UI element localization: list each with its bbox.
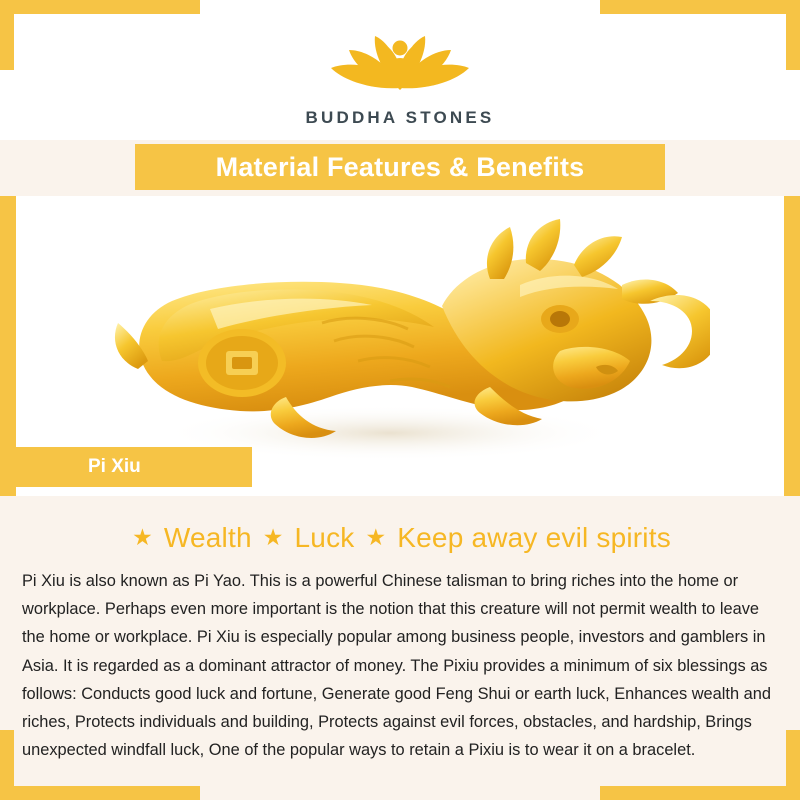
corner-frame-bottom-left-vertical: [0, 730, 14, 800]
corner-frame-top-right-horizontal: [600, 0, 800, 14]
page-title: Material Features & Benefits: [215, 151, 585, 182]
corner-frame-top-left-horizontal: [0, 0, 200, 14]
star-icon-2: ★: [262, 524, 284, 550]
benefits-headline: [22, 522, 778, 554]
product-label-tab: [0, 447, 252, 487]
section-title-banner: [135, 144, 665, 190]
description-section: [0, 496, 800, 800]
corner-frame-bottom-right-vertical: [786, 730, 800, 800]
corner-frame-bottom-right-horizontal: [600, 786, 800, 800]
description-text: Pi Xiu is also known as Pi Yao. This is a powerful Chinese talisman to bring riches into the home or workplace. Perhaps even more important is the notion that this creature will not permit wealth to leave the home or workplace. Pi Xiu is especially popular among business people, investors and gamblers in Asia. It is regarded as a dominant attractor of money. The Pixiu provides a minimum of six blessings as follows: Conducts good luck and fortune, Generate good Feng Shui or earth luck, Enhances wealth and riches, Protects individuals and building, Protects against evil forces, obstacles, and hardship, Brings unexpected windfall luck, One of the popular ways to retain a Pixiu is to wear it on a bracelet.: [22, 572, 771, 760]
brand-logo-block: [0, 18, 800, 140]
corner-frame-top-left-vertical: [0, 0, 14, 70]
side-accent-bar-right: [784, 196, 800, 496]
star-icon-1: ★: [132, 524, 153, 550]
corner-frame-bottom-left-horizontal: [0, 786, 200, 800]
product-label: Pi Xiu: [88, 456, 141, 477]
lotus-meditation-icon: [305, 18, 495, 106]
benefit-evil-spirits: Keep away evil spirits: [397, 522, 671, 553]
star-icon-3: ★: [365, 524, 387, 550]
benefit-luck: Luck: [294, 522, 355, 553]
corner-frame-top-right-vertical: [786, 0, 800, 70]
benefit-wealth: Wealth: [163, 522, 252, 553]
brand-name: BUDDHA STONES: [305, 108, 495, 127]
